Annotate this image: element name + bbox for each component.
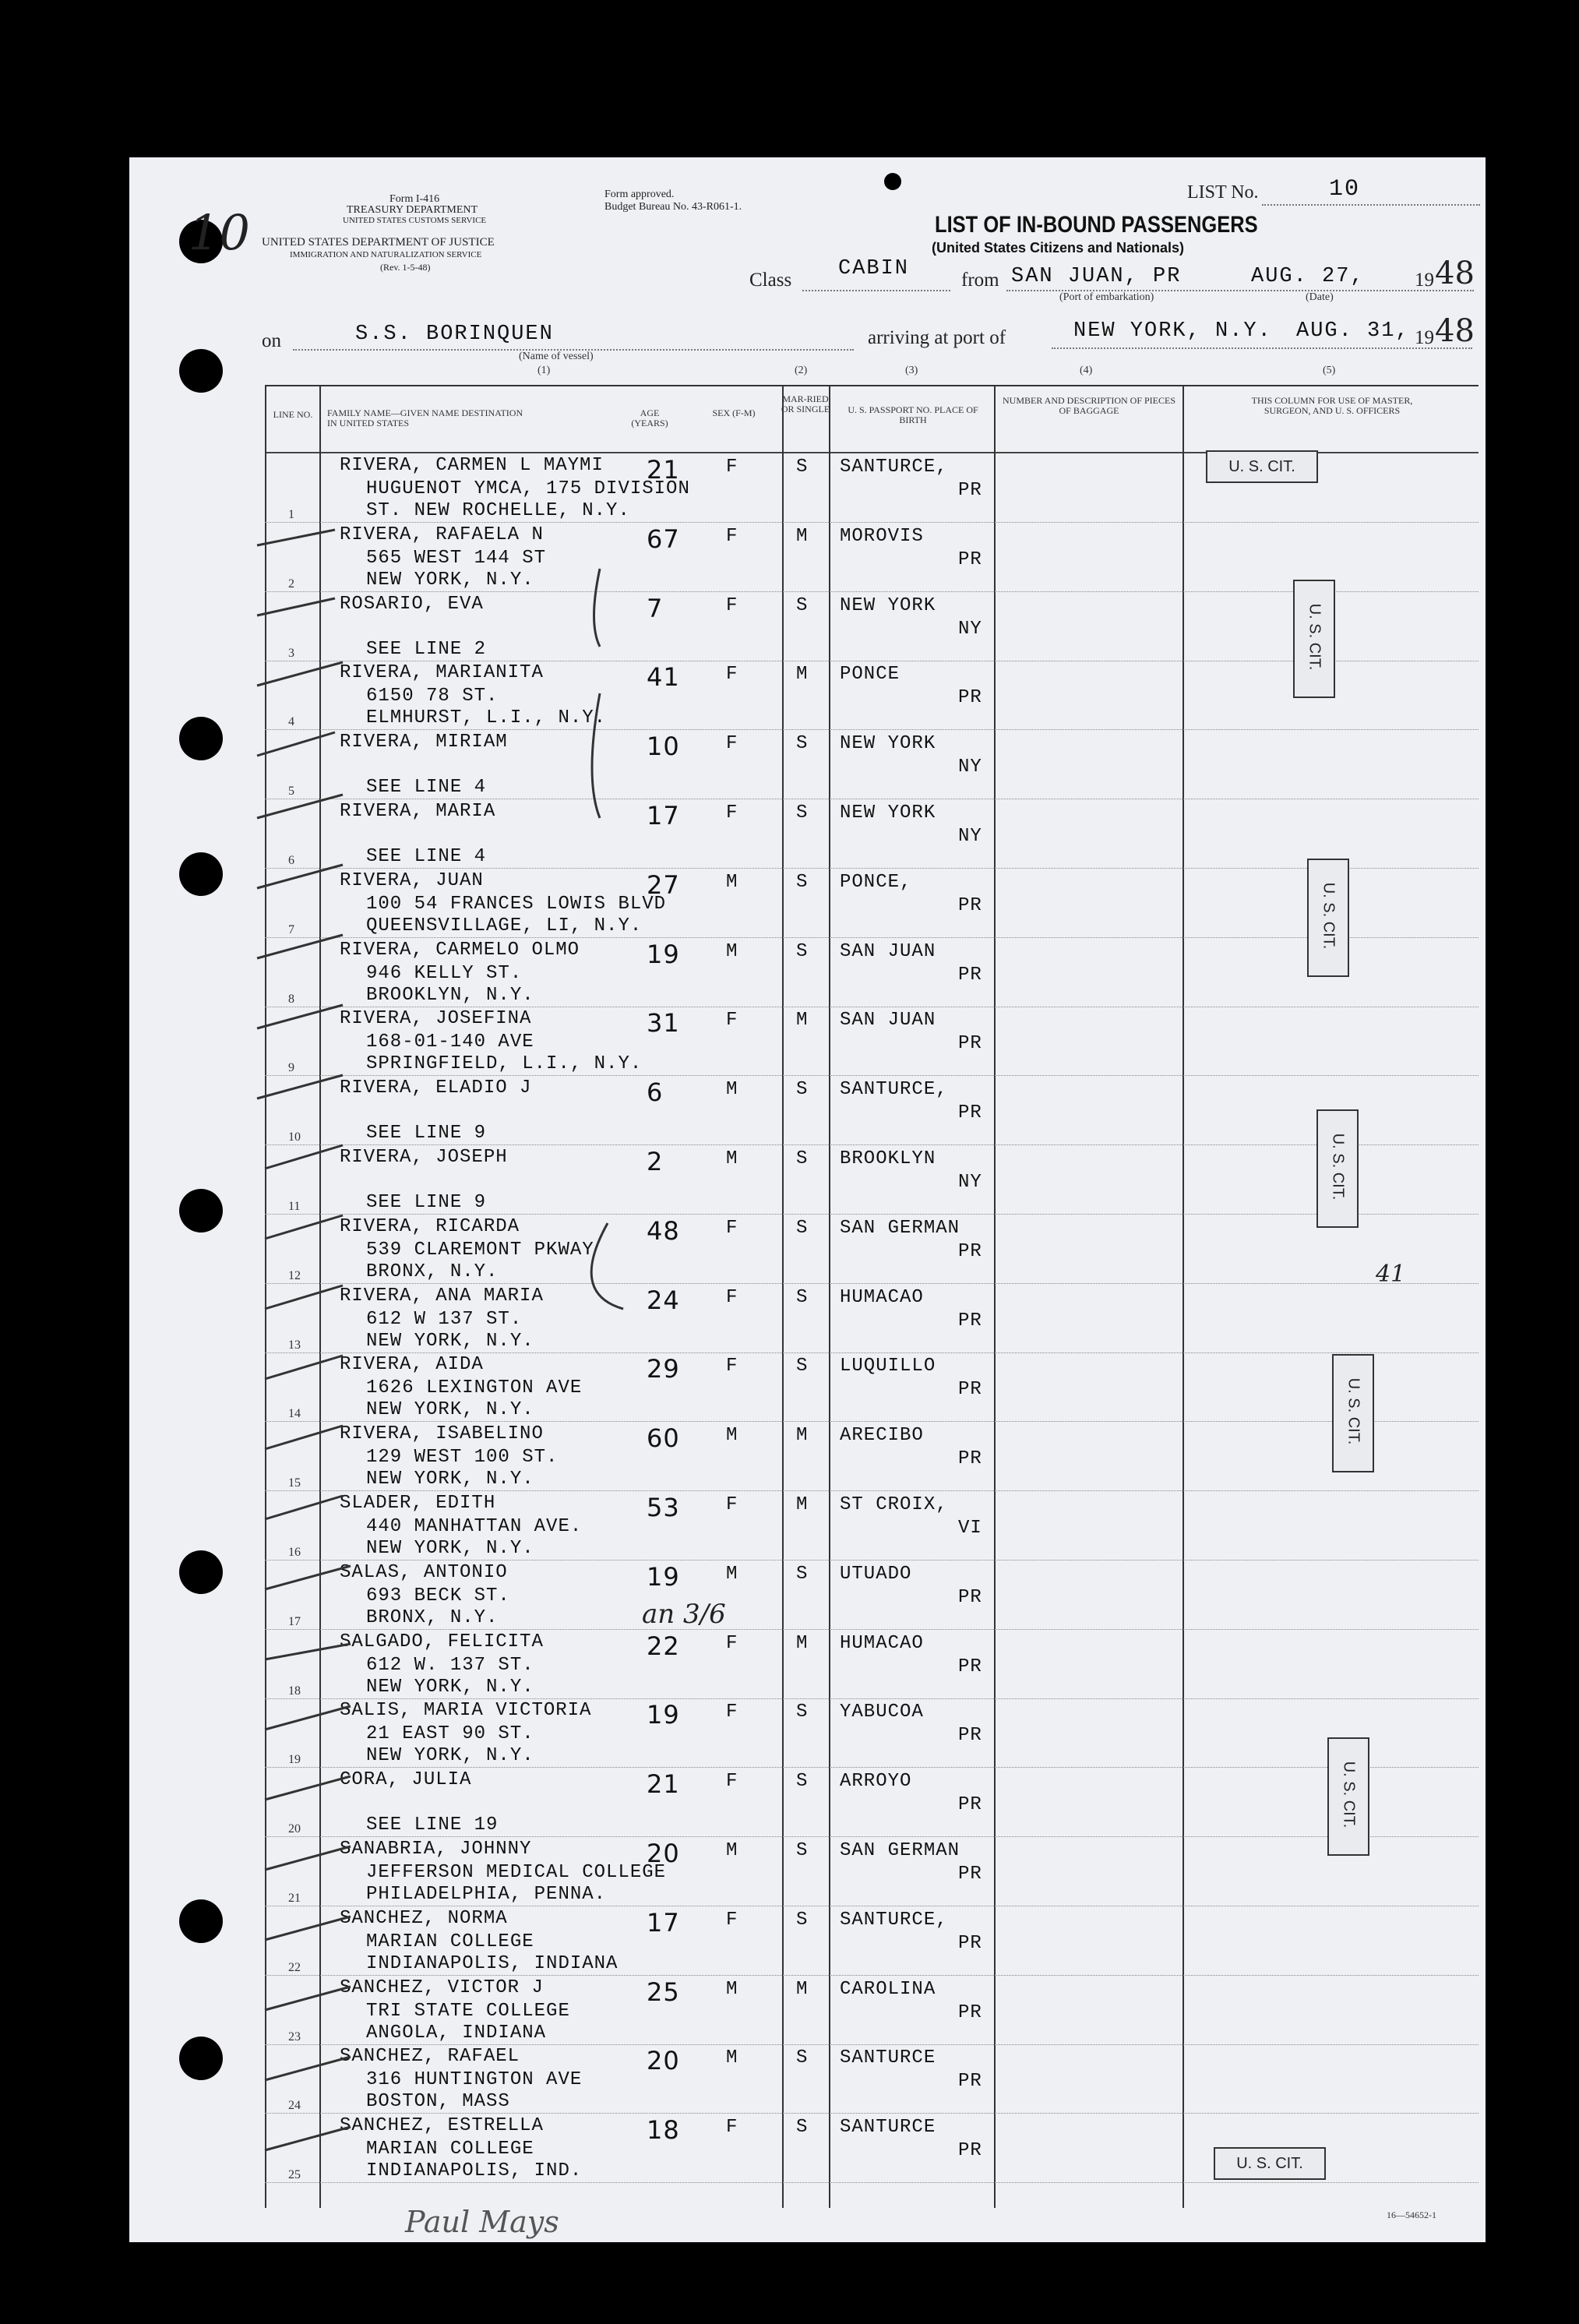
marital-status: M (796, 1425, 809, 1446)
passenger-name: RIVERA, ISABELINO (340, 1423, 544, 1444)
marital-status: S (796, 2117, 809, 2138)
passenger-address-1: 168-01-140 AVE (366, 1032, 534, 1053)
justice-dept: UNITED STATES DEPARTMENT OF JUSTICE (262, 236, 495, 249)
passenger-age: 6 (647, 1077, 664, 1107)
birth-region: PR (958, 1310, 982, 1331)
passenger-age: 19 (647, 1562, 680, 1592)
from-label: from (961, 270, 999, 291)
punch-hole (179, 2037, 223, 2080)
birth-region: PR (958, 965, 982, 986)
passenger-name: RIVERA, AIDA (340, 1354, 484, 1375)
line-number: 8 (288, 993, 294, 1006)
punch-hole (179, 1550, 223, 1594)
line-number: 21 (288, 1892, 301, 1905)
birth-region: PR (958, 687, 982, 708)
passenger-sex: F (726, 595, 738, 616)
passenger-address-1: 565 WEST 144 ST (366, 548, 547, 569)
passenger-address-2: PHILADELPHIA, PENNA. (366, 1884, 607, 1905)
marital-status: S (796, 941, 809, 962)
passenger-age: 41 (647, 662, 680, 692)
passenger-address-1: MARIAN COLLEGE (366, 2139, 534, 2160)
passenger-sex: F (726, 1010, 738, 1031)
passenger-name: CORA, JULIA (340, 1769, 472, 1790)
line-number: 2 (288, 577, 294, 591)
birth-region: PR (958, 2002, 982, 2023)
passenger-address-2: NEW YORK, N.Y. (366, 570, 534, 591)
corner-handwriting: 10 (189, 204, 250, 261)
marital-status: S (796, 872, 809, 893)
marital-status: S (796, 1079, 809, 1100)
marital-status: S (796, 1910, 809, 1931)
birth-place: HUMACAO (840, 1633, 924, 1654)
passenger-name: RIVERA, CARMEN L MAYMI (340, 455, 604, 476)
passenger-address-2: INDIANAPOLIS, IND. (366, 2160, 583, 2181)
header-officers: THIS COLUMN FOR USE OF MASTER, SURGEON, AND U. S. OFFICERS (1251, 395, 1413, 416)
passenger-name: SANCHEZ, VICTOR J (340, 1977, 544, 1998)
birth-region: PR (958, 1033, 982, 1054)
line-number: 18 (288, 1684, 301, 1698)
list-no-label: LIST No. (1187, 182, 1259, 203)
arriving-label: arriving at port of (868, 327, 1006, 348)
birth-region: VI (958, 1518, 982, 1539)
form-title: LIST OF IN-BOUND PASSENGERS (935, 212, 1258, 238)
header-baggage: NUMBER AND DESCRIPTION OF PIECES OF BAGGAGE (1002, 395, 1176, 416)
birth-place: PONCE (840, 664, 901, 685)
line-number: 15 (288, 1476, 301, 1490)
marital-status: S (796, 1564, 809, 1585)
passenger-age: 7 (647, 594, 664, 623)
passenger-name: SLADER, EDITH (340, 1493, 496, 1514)
header-passport: U. S. PASSPORT NO. PLACE OF BIRTH (848, 404, 978, 425)
passenger-name: RIVERA, MARIA (340, 801, 496, 822)
passenger-address-2: NEW YORK, N.Y. (366, 1469, 534, 1490)
birth-place: NEW YORK (840, 802, 936, 823)
handwritten-note: an 3/6 (642, 1599, 726, 1630)
marital-status: S (796, 733, 809, 754)
birth-region: PR (958, 1864, 982, 1885)
passenger-name: SALIS, MARIA VICTORIA (340, 1700, 592, 1721)
marital-status: S (796, 1218, 809, 1239)
birth-region: NY (958, 619, 982, 640)
vessel-name: S.S. BORINQUEN (355, 323, 554, 346)
class-value: CABIN (838, 257, 910, 280)
birth-region: PR (958, 1587, 982, 1608)
on-label: on (262, 330, 281, 351)
birth-place: ARECIBO (840, 1425, 924, 1446)
class-label: Class (749, 270, 792, 291)
line-number: 16 (288, 1546, 301, 1559)
birth-region: PR (958, 1379, 982, 1400)
header-age: AGE (YEARS) (631, 407, 668, 428)
handwritten-marks (234, 452, 701, 2228)
us-cit-stamp: U. S. CIT. (1307, 859, 1349, 977)
passenger-name: RIVERA, RICARDA (340, 1216, 520, 1237)
passenger-age: 18 (647, 2115, 680, 2145)
customs-service: UNITED STATES CUSTOMS SERVICE (343, 216, 487, 225)
col-num-1: (1) (537, 365, 551, 376)
punch-hole (884, 173, 901, 190)
birth-place: SAN JUAN (840, 1010, 936, 1031)
passenger-address-1: HUGUENOT YMCA, 175 DIVISION (366, 478, 690, 499)
passenger-address-2: SEE LINE 19 (366, 1814, 499, 1836)
birth-place: SAN GERMAN (840, 1840, 960, 1861)
passenger-age: 29 (647, 1354, 680, 1384)
birth-region: PR (958, 2071, 982, 2092)
marital-status: M (796, 664, 809, 685)
passenger-address-1: MARIAN COLLEGE (366, 1931, 534, 1952)
passenger-sex: F (726, 664, 738, 685)
passenger-sex: F (726, 1910, 738, 1931)
birth-place: HUMACAO (840, 1287, 924, 1308)
birth-region: NY (958, 756, 982, 778)
birth-place: ARROYO (840, 1771, 912, 1792)
passenger-address-2: NEW YORK, N.Y. (366, 1399, 534, 1420)
col-num-2: (2) (795, 365, 808, 376)
passenger-address-2: BOSTON, MASS (366, 2091, 510, 2112)
revision: (Rev. 1-5-48) (380, 262, 431, 273)
header-sex: SEX (F-M) (712, 407, 756, 418)
passenger-sex: M (726, 1979, 738, 2000)
us-cit-stamp: U. S. CIT. (1214, 2147, 1326, 2180)
embarkation-port: SAN JUAN, PR (1011, 265, 1182, 288)
us-cit-stamp: U. S. CIT. (1327, 1737, 1369, 1856)
embarkation-date: AUG. 27, (1251, 265, 1365, 288)
year-prefix: 19 (1415, 270, 1434, 291)
passenger-address-2: SEE LINE 2 (366, 639, 487, 660)
passenger-name: SANCHEZ, RAFAEL (340, 2046, 520, 2067)
passenger-address-1: 539 CLAREMONT PKWAY (366, 1240, 594, 1261)
passenger-name: RIVERA, JOSEPH (340, 1147, 508, 1168)
birth-place: CAROLINA (840, 1979, 936, 2000)
port-embark-note: (Port of embarkation) (1059, 291, 1154, 303)
punch-hole (179, 717, 223, 760)
passenger-address-2: NEW YORK, N.Y. (366, 1745, 534, 1766)
passenger-age: 22 (647, 1631, 680, 1661)
marital-status: M (796, 1010, 809, 1031)
passenger-sex: F (726, 1633, 738, 1654)
line-number: 20 (288, 1822, 301, 1836)
birth-region: PR (958, 895, 982, 916)
marital-status: M (796, 1494, 809, 1515)
passenger-sex: M (726, 1148, 738, 1169)
passenger-address-2: BRONX, N.Y. (366, 1261, 499, 1282)
birth-place: PONCE, (840, 872, 912, 893)
form-subtitle: (United States Citizens and Nationals) (932, 240, 1185, 256)
passenger-address-2: SPRINGFIELD, L.I., N.Y. (366, 1053, 643, 1074)
passenger-sex: F (726, 1356, 738, 1377)
birth-place: SANTURCE, (840, 1910, 948, 1931)
passenger-name: RIVERA, RAFAELA N (340, 524, 544, 545)
punch-hole (179, 1189, 223, 1233)
footer-signature: Paul Mays (405, 2205, 559, 2239)
passenger-age: 20 (647, 2046, 680, 2075)
arrival-year: 48 (1435, 313, 1475, 349)
passenger-address-2: SEE LINE 9 (366, 1192, 487, 1213)
passenger-address-2: SEE LINE 9 (366, 1123, 487, 1144)
birth-region: PR (958, 549, 982, 570)
marital-status: S (796, 1356, 809, 1377)
marital-status: S (796, 1148, 809, 1169)
passenger-sex: F (726, 1287, 738, 1308)
passenger-sex: F (726, 1494, 738, 1515)
passenger-address-1: 316 HUNTINGTON AVE (366, 2069, 583, 2090)
birth-region: PR (958, 1794, 982, 1815)
birth-region: PR (958, 1102, 982, 1123)
passenger-sex: F (726, 733, 738, 754)
passenger-name: RIVERA, JUAN (340, 870, 484, 891)
passenger-age: 10 (647, 732, 680, 761)
us-cit-stamp: U. S. CIT. (1332, 1354, 1374, 1472)
birth-place: SANTURCE (840, 2117, 936, 2138)
passenger-sex: F (726, 802, 738, 823)
birth-region: PR (958, 1656, 982, 1677)
passenger-age: 60 (647, 1423, 680, 1453)
line-number: 24 (288, 2099, 301, 2112)
passenger-name: SALAS, ANTONIO (340, 1562, 508, 1583)
us-cit-stamp: U. S. CIT. (1316, 1109, 1359, 1228)
col-num-5: (5) (1323, 365, 1336, 376)
passenger-address-2: BROOKLYN, N.Y. (366, 985, 534, 1006)
passenger-address-2: QUEENSVILLAGE, LI, N.Y. (366, 915, 643, 936)
passenger-sex: F (726, 1771, 738, 1792)
passenger-name: SANCHEZ, ESTRELLA (340, 2115, 544, 2136)
header-name: FAMILY NAME—GIVEN NAME DESTINATION IN UNITED STATES (327, 407, 523, 428)
birth-place: SANTURCE, (840, 457, 948, 478)
header-married: MAR-RIED OR SINGLE (781, 393, 830, 414)
us-cit-stamp: U. S. CIT. (1206, 450, 1318, 483)
passenger-address-1: 100 54 FRANCES LOWIS BLVD (366, 894, 667, 915)
vessel-note: (Name of vessel) (519, 351, 594, 362)
passenger-age: 67 (647, 524, 680, 554)
arrival-port: NEW YORK, N.Y. (1073, 319, 1272, 343)
passenger-age: 17 (647, 1908, 680, 1938)
marital-status: M (796, 1633, 809, 1654)
year-value: 48 (1435, 256, 1475, 291)
punch-hole (179, 349, 223, 393)
passenger-address-1: 946 KELLY ST. (366, 963, 523, 984)
birth-region: PR (958, 480, 982, 501)
birth-region: PR (958, 1933, 982, 1954)
passenger-sex: F (726, 1702, 738, 1723)
passenger-age: 21 (647, 1769, 680, 1799)
passenger-address-1: 612 W 137 ST. (366, 1309, 523, 1330)
passenger-address-1: 1626 LEXINGTON AVE (366, 1377, 583, 1398)
passenger-address-1: 6150 78 ST. (366, 686, 499, 707)
footer-code: 16—54652-1 (1387, 2209, 1436, 2220)
birth-place: LUQUILLO (840, 1356, 936, 1377)
ins-service: IMMIGRATION AND NATURALIZATION SERVICE (290, 250, 482, 259)
punch-hole (179, 852, 223, 896)
passenger-address-1: 21 EAST 90 ST. (366, 1723, 534, 1744)
passenger-age: 25 (647, 1977, 680, 2007)
passenger-name: RIVERA, CARMELO OLMO (340, 940, 580, 961)
passenger-age: 48 (647, 1216, 680, 1246)
header-line-no: LINE NO. (273, 409, 313, 420)
col-num-3: (3) (905, 365, 918, 376)
passenger-sex: M (726, 1564, 738, 1585)
arrival-date: AUG. 31, (1296, 319, 1410, 343)
birth-place: BROOKLYN (840, 1148, 936, 1169)
marital-status: S (796, 1287, 809, 1308)
passenger-address-1: 693 BECK ST. (366, 1585, 510, 1606)
marital-status: S (796, 1702, 809, 1723)
line-number: 9 (288, 1061, 294, 1074)
budget-bureau: Budget Bureau No. 43-R061-1. (604, 201, 742, 213)
line-number: 10 (288, 1130, 301, 1144)
passenger-name: RIVERA, ELADIO J (340, 1077, 532, 1099)
birth-place: YABUCOA (840, 1702, 924, 1723)
line-number: 7 (288, 923, 294, 936)
passenger-address-2: NEW YORK, N.Y. (366, 1331, 534, 1352)
form-number: Form I-416 (389, 193, 440, 205)
passenger-address-2: ST. NEW ROCHELLE, N.Y. (366, 500, 630, 521)
passenger-address-2: INDIANAPOLIS, INDIANA (366, 1953, 619, 1974)
passenger-age: 53 (647, 1493, 680, 1522)
line-number: 4 (288, 715, 294, 728)
table-top-border (265, 385, 1479, 386)
passenger-address-2: SEE LINE 4 (366, 777, 487, 798)
birth-region: PR (958, 2140, 982, 2161)
birth-place: NEW YORK (840, 595, 936, 616)
year-prefix-2: 19 (1415, 327, 1434, 348)
birth-region: PR (958, 1448, 982, 1469)
line-number: 11 (288, 1200, 301, 1213)
passenger-address-1: 129 WEST 100 ST. (366, 1447, 559, 1468)
passenger-age: 19 (647, 940, 680, 969)
list-number: 10 (1329, 176, 1361, 203)
passenger-address-2: NEW YORK, N.Y. (366, 1677, 534, 1698)
passenger-address-2: BRONX, N.Y. (366, 1607, 499, 1628)
line-number: 13 (288, 1338, 301, 1352)
line-number: 3 (288, 647, 294, 660)
passenger-sex: M (726, 2047, 738, 2068)
passenger-age: 19 (647, 1700, 680, 1730)
line-number: 22 (288, 1961, 301, 1974)
passenger-age: 20 (647, 1839, 680, 1868)
passenger-address-1: JEFFERSON MEDICAL COLLEGE (366, 1862, 667, 1883)
line-number: 25 (288, 2168, 301, 2181)
us-cit-stamp: U. S. CIT. (1293, 580, 1335, 698)
marital-status: S (796, 1771, 809, 1792)
passenger-sex: M (726, 941, 738, 962)
passenger-sex: F (726, 457, 738, 478)
passenger-address-1: 440 MANHATTAN AVE. (366, 1516, 583, 1537)
line-number: 17 (288, 1615, 301, 1628)
passenger-sex: M (726, 1840, 738, 1861)
marital-status: M (796, 526, 809, 547)
passenger-name: SANCHEZ, NORMA (340, 1908, 508, 1929)
passenger-address-2: ELMHURST, L.I., N.Y. (366, 707, 607, 728)
line-number: 23 (288, 2030, 301, 2044)
birth-region: PR (958, 1725, 982, 1746)
marital-status: S (796, 1840, 809, 1861)
treasury-dept: TREASURY DEPARTMENT (347, 204, 478, 216)
birth-place: SAN GERMAN (840, 1218, 960, 1239)
passenger-address-2: SEE LINE 4 (366, 846, 487, 867)
birth-region: PR (958, 1241, 982, 1262)
form-approved: Form approved. (604, 189, 675, 200)
passenger-name: RIVERA, MIRIAM (340, 732, 508, 753)
marital-status: S (796, 457, 809, 478)
passenger-address-2: ANGOLA, INDIANA (366, 2022, 547, 2044)
birth-place: MOROVIS (840, 526, 924, 547)
birth-place: UTUADO (840, 1564, 912, 1585)
passenger-sex: F (726, 1218, 738, 1239)
passenger-name: ROSARIO, EVA (340, 594, 484, 615)
passenger-name: RIVERA, JOSEFINA (340, 1008, 532, 1029)
punch-hole (179, 1899, 223, 1943)
marital-status: S (796, 2047, 809, 2068)
line-number: 12 (288, 1269, 301, 1282)
marital-status: M (796, 1979, 809, 2000)
passenger-address-1: 612 W. 137 ST. (366, 1655, 534, 1676)
passenger-sex: M (726, 872, 738, 893)
passenger-sex: F (726, 2117, 738, 2138)
date-note: (Date) (1306, 291, 1334, 303)
birth-place: SAN JUAN (840, 941, 936, 962)
line-number: 19 (288, 1753, 301, 1766)
handwritten-note: 41 (1376, 1261, 1406, 1288)
passenger-name: SANABRIA, JOHNNY (340, 1839, 532, 1860)
birth-place: ST CROIX, (840, 1494, 948, 1515)
birth-place: SANTURCE (840, 2047, 936, 2068)
passenger-age: 21 (647, 455, 680, 485)
passenger-sex: M (726, 1425, 738, 1446)
passenger-name: SALGADO, FELICITA (340, 1631, 544, 1652)
marital-status: S (796, 595, 809, 616)
passenger-age: 31 (647, 1008, 680, 1038)
passenger-name: RIVERA, ANA MARIA (340, 1285, 544, 1307)
birth-place: NEW YORK (840, 733, 936, 754)
passenger-address-2: NEW YORK, N.Y. (366, 1538, 534, 1559)
marital-status: S (796, 802, 809, 823)
passenger-age: 24 (647, 1285, 680, 1315)
passenger-age: 27 (647, 870, 680, 900)
col-num-4: (4) (1080, 365, 1093, 376)
line-number: 6 (288, 854, 294, 867)
passenger-address-1: TRI STATE COLLEGE (366, 2001, 570, 2022)
line-number: 5 (288, 785, 294, 798)
line-number: 14 (288, 1407, 301, 1420)
passenger-name: RIVERA, MARIANITA (340, 662, 544, 683)
passenger-sex: F (726, 526, 738, 547)
birth-region: NY (958, 826, 982, 847)
passenger-age: 2 (647, 1147, 664, 1176)
passenger-age: 17 (647, 801, 680, 831)
birth-place: SANTURCE, (840, 1079, 948, 1100)
passenger-sex: M (726, 1079, 738, 1100)
birth-region: NY (958, 1172, 982, 1193)
line-number: 1 (288, 508, 294, 521)
